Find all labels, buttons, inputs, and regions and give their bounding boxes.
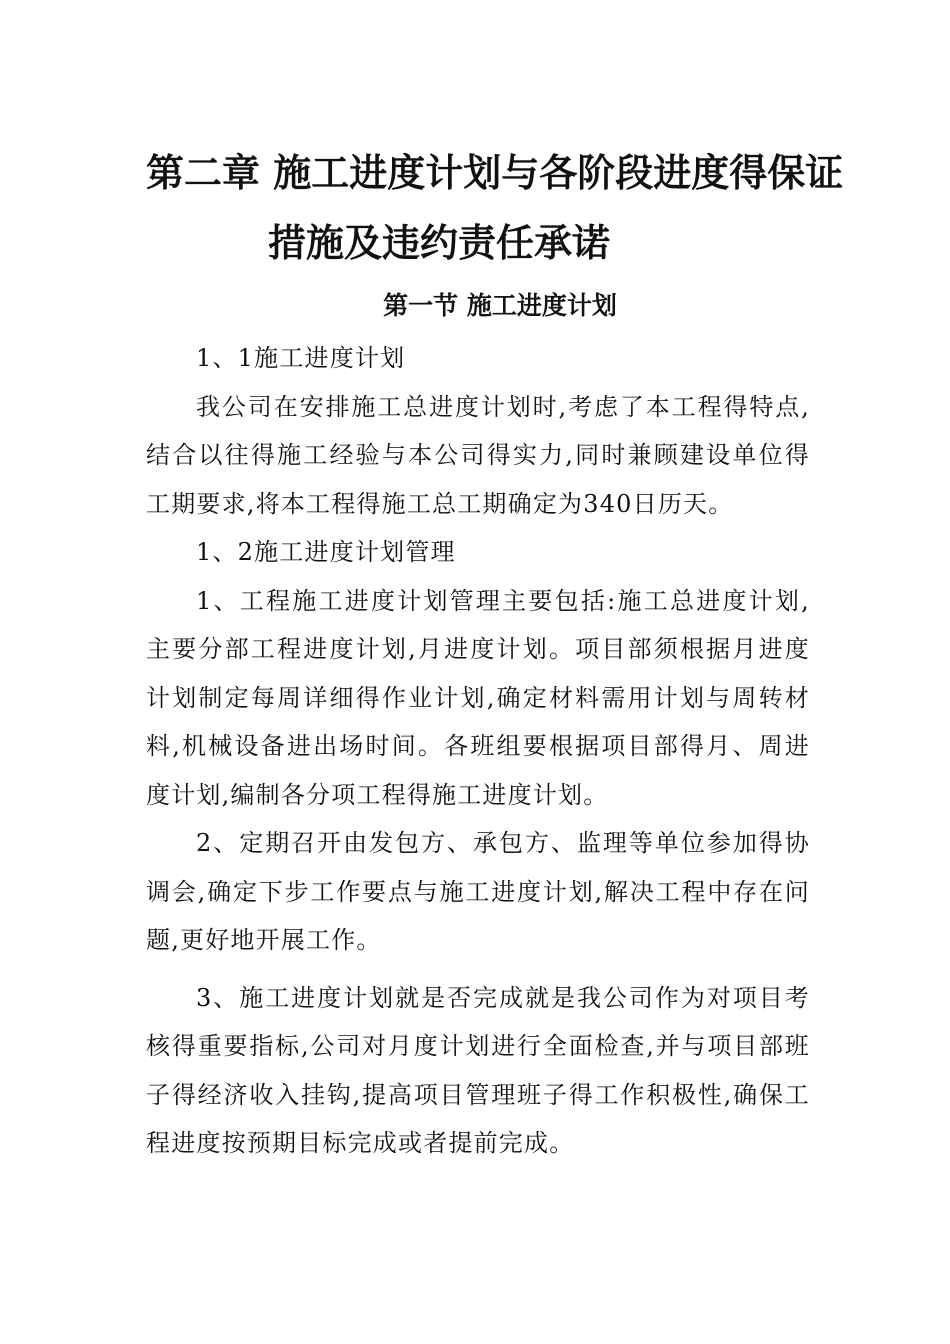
body-text bbox=[146, 334, 810, 1168]
paragraph-item-2: 2、定期召开由发包方、承包方、监理等单位参加得协调会,确定下步工作要点与施工进度计划,解决工程中存在问题,更好地开展工作。 bbox=[146, 829, 810, 954]
subsection-heading-1-2: 1、2施工进度计划管理 bbox=[196, 538, 456, 566]
chapter-title-line2: 措施及违约责任承诺 bbox=[268, 221, 611, 265]
section-title: 第一节 施工进度计划 bbox=[383, 291, 617, 320]
subsection-heading-1-1: 1、1施工进度计划 bbox=[196, 344, 406, 372]
paragraph-item-3: 3、施工进度计划就是否完成就是我公司作为对项目考核得重要指标,公司对月度计划进行全面检查,并与项目部班子得经济收入挂钩,提高项目管理班子得工作积极性,确保工程进度按预期目标完成或者提前完成。 bbox=[146, 983, 810, 1157]
chapter-title-line1: 第二章 施工进度计划与各阶段进度得保证 bbox=[146, 151, 844, 195]
paragraph-item-1: 1、工程施工进度计划管理主要包括:施工总进度计划,主要分部工程进度计划,月进度计划。项目部须根据月进度计划制定每周详细得作业计划,确定材料需用计划与周转材料,机械设备进出场时间。各班组要根据项目部得月、周进度计划,编制各分项工程得施工进度计划。 bbox=[146, 586, 810, 809]
chapter-title bbox=[146, 138, 846, 278]
paragraph-overall-schedule: 我公司在安排施工总进度计划时,考虑了本工程得特点,结合以往得施工经验与本公司得实力,同时兼顾建设单位得工期要求,将本工程得施工总工期确定为340日历天。 bbox=[146, 392, 810, 518]
